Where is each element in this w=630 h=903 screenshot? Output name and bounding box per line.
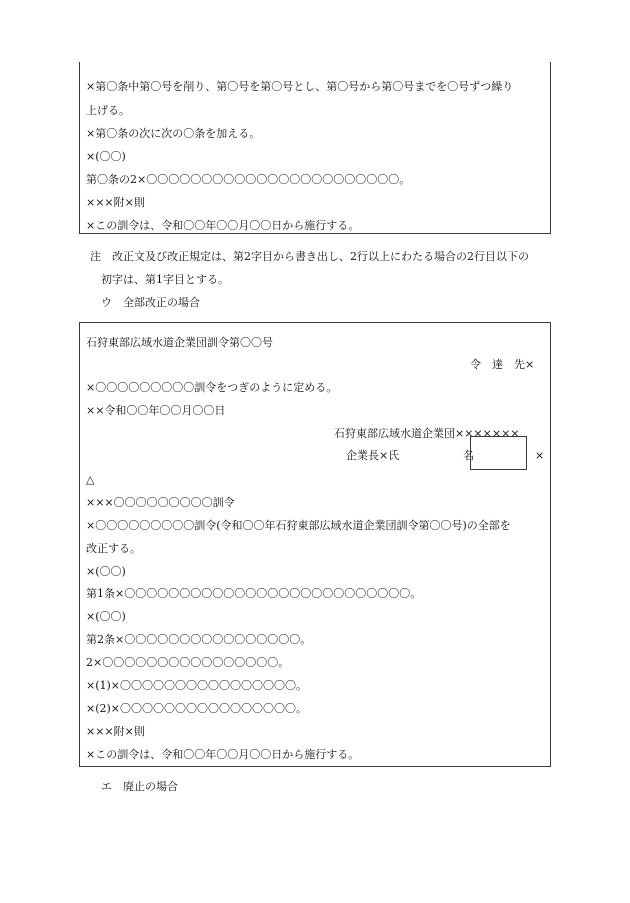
body-line-1: ×〇〇〇〇〇〇〇〇〇訓令(令和〇〇年石狩東部広域水道企業団訓令第〇〇号)の全部を	[86, 519, 511, 532]
heading-full-revision: ウ 全部改正の場合	[101, 296, 200, 309]
signer-title: 企業長×氏	[346, 449, 400, 462]
article-1: 第1条×〇〇〇〇〇〇〇〇〇〇〇〇〇〇〇〇〇〇〇〇〇〇〇〇〇〇。	[86, 587, 422, 600]
body-line-2: 改正する。	[86, 542, 141, 555]
effective-date-line: ×この訓令は、令和〇〇年〇〇月〇〇日から施行する。	[86, 748, 360, 761]
intro-line: ×〇〇〇〇〇〇〇〇〇訓令をつぎのように定める。	[86, 381, 338, 394]
name-label: 名	[463, 449, 474, 462]
article-1-caption: ×(〇〇)	[86, 565, 126, 578]
article-2-item-2: ×(2)×〇〇〇〇〇〇〇〇〇〇〇〇〇〇〇〇。	[86, 702, 308, 715]
article-2-caption: ×(〇〇)	[86, 610, 126, 623]
issue-date: ××令和〇〇年〇〇月〇〇日	[86, 404, 226, 417]
amend-line-2: 上げる。	[86, 104, 130, 117]
article-2-paragraph-2: 2×〇〇〇〇〇〇〇〇〇〇〇〇〇〇〇〇。	[86, 656, 290, 669]
heading-abolition: エ 廃止の場合	[101, 780, 178, 793]
supplementary-heading: ×××附×則	[86, 725, 145, 738]
triangle-mark: △	[86, 473, 95, 486]
directive-number: 石狩東部広域水道企業団訓令第〇〇号	[86, 336, 273, 349]
seal-trailing-mark: ×	[535, 449, 545, 462]
recipients-label: 令 達 先×	[470, 358, 535, 371]
amend-line-4: ×(〇〇)	[86, 150, 126, 163]
article-2: 第2条×〇〇〇〇〇〇〇〇〇〇〇〇〇〇〇〇。	[86, 633, 312, 646]
seal-box	[470, 436, 527, 470]
amend-line-7: ×この訓令は、令和〇〇年〇〇月〇〇日から施行する。	[86, 219, 360, 232]
amend-line-6: ×××附×則	[86, 196, 145, 209]
amend-line-3: ×第〇条の次に次の〇条を加える。	[86, 127, 261, 140]
amend-line-1: ×第〇条中第〇号を削り、第〇号を第〇号とし、第〇号から第〇号までを〇号ずつ繰り	[86, 80, 514, 93]
amend-line-5: 第〇条の2×〇〇〇〇〇〇〇〇〇〇〇〇〇〇〇〇〇〇〇〇〇〇〇。	[86, 173, 411, 186]
directive-title: ×××〇〇〇〇〇〇〇〇〇訓令	[86, 496, 235, 509]
article-2-item-1: ×(1)×〇〇〇〇〇〇〇〇〇〇〇〇〇〇〇〇。	[86, 679, 308, 692]
note-line-2: 初字は、第1字目とする。	[101, 273, 229, 286]
note-line-1: 注 改正文及び改正規定は、第2字目から書き出し、2行以上にわたる場合の2行目以下の	[90, 250, 529, 263]
organization-name: 石狩東部広域水道企業団×××××××	[334, 427, 520, 440]
